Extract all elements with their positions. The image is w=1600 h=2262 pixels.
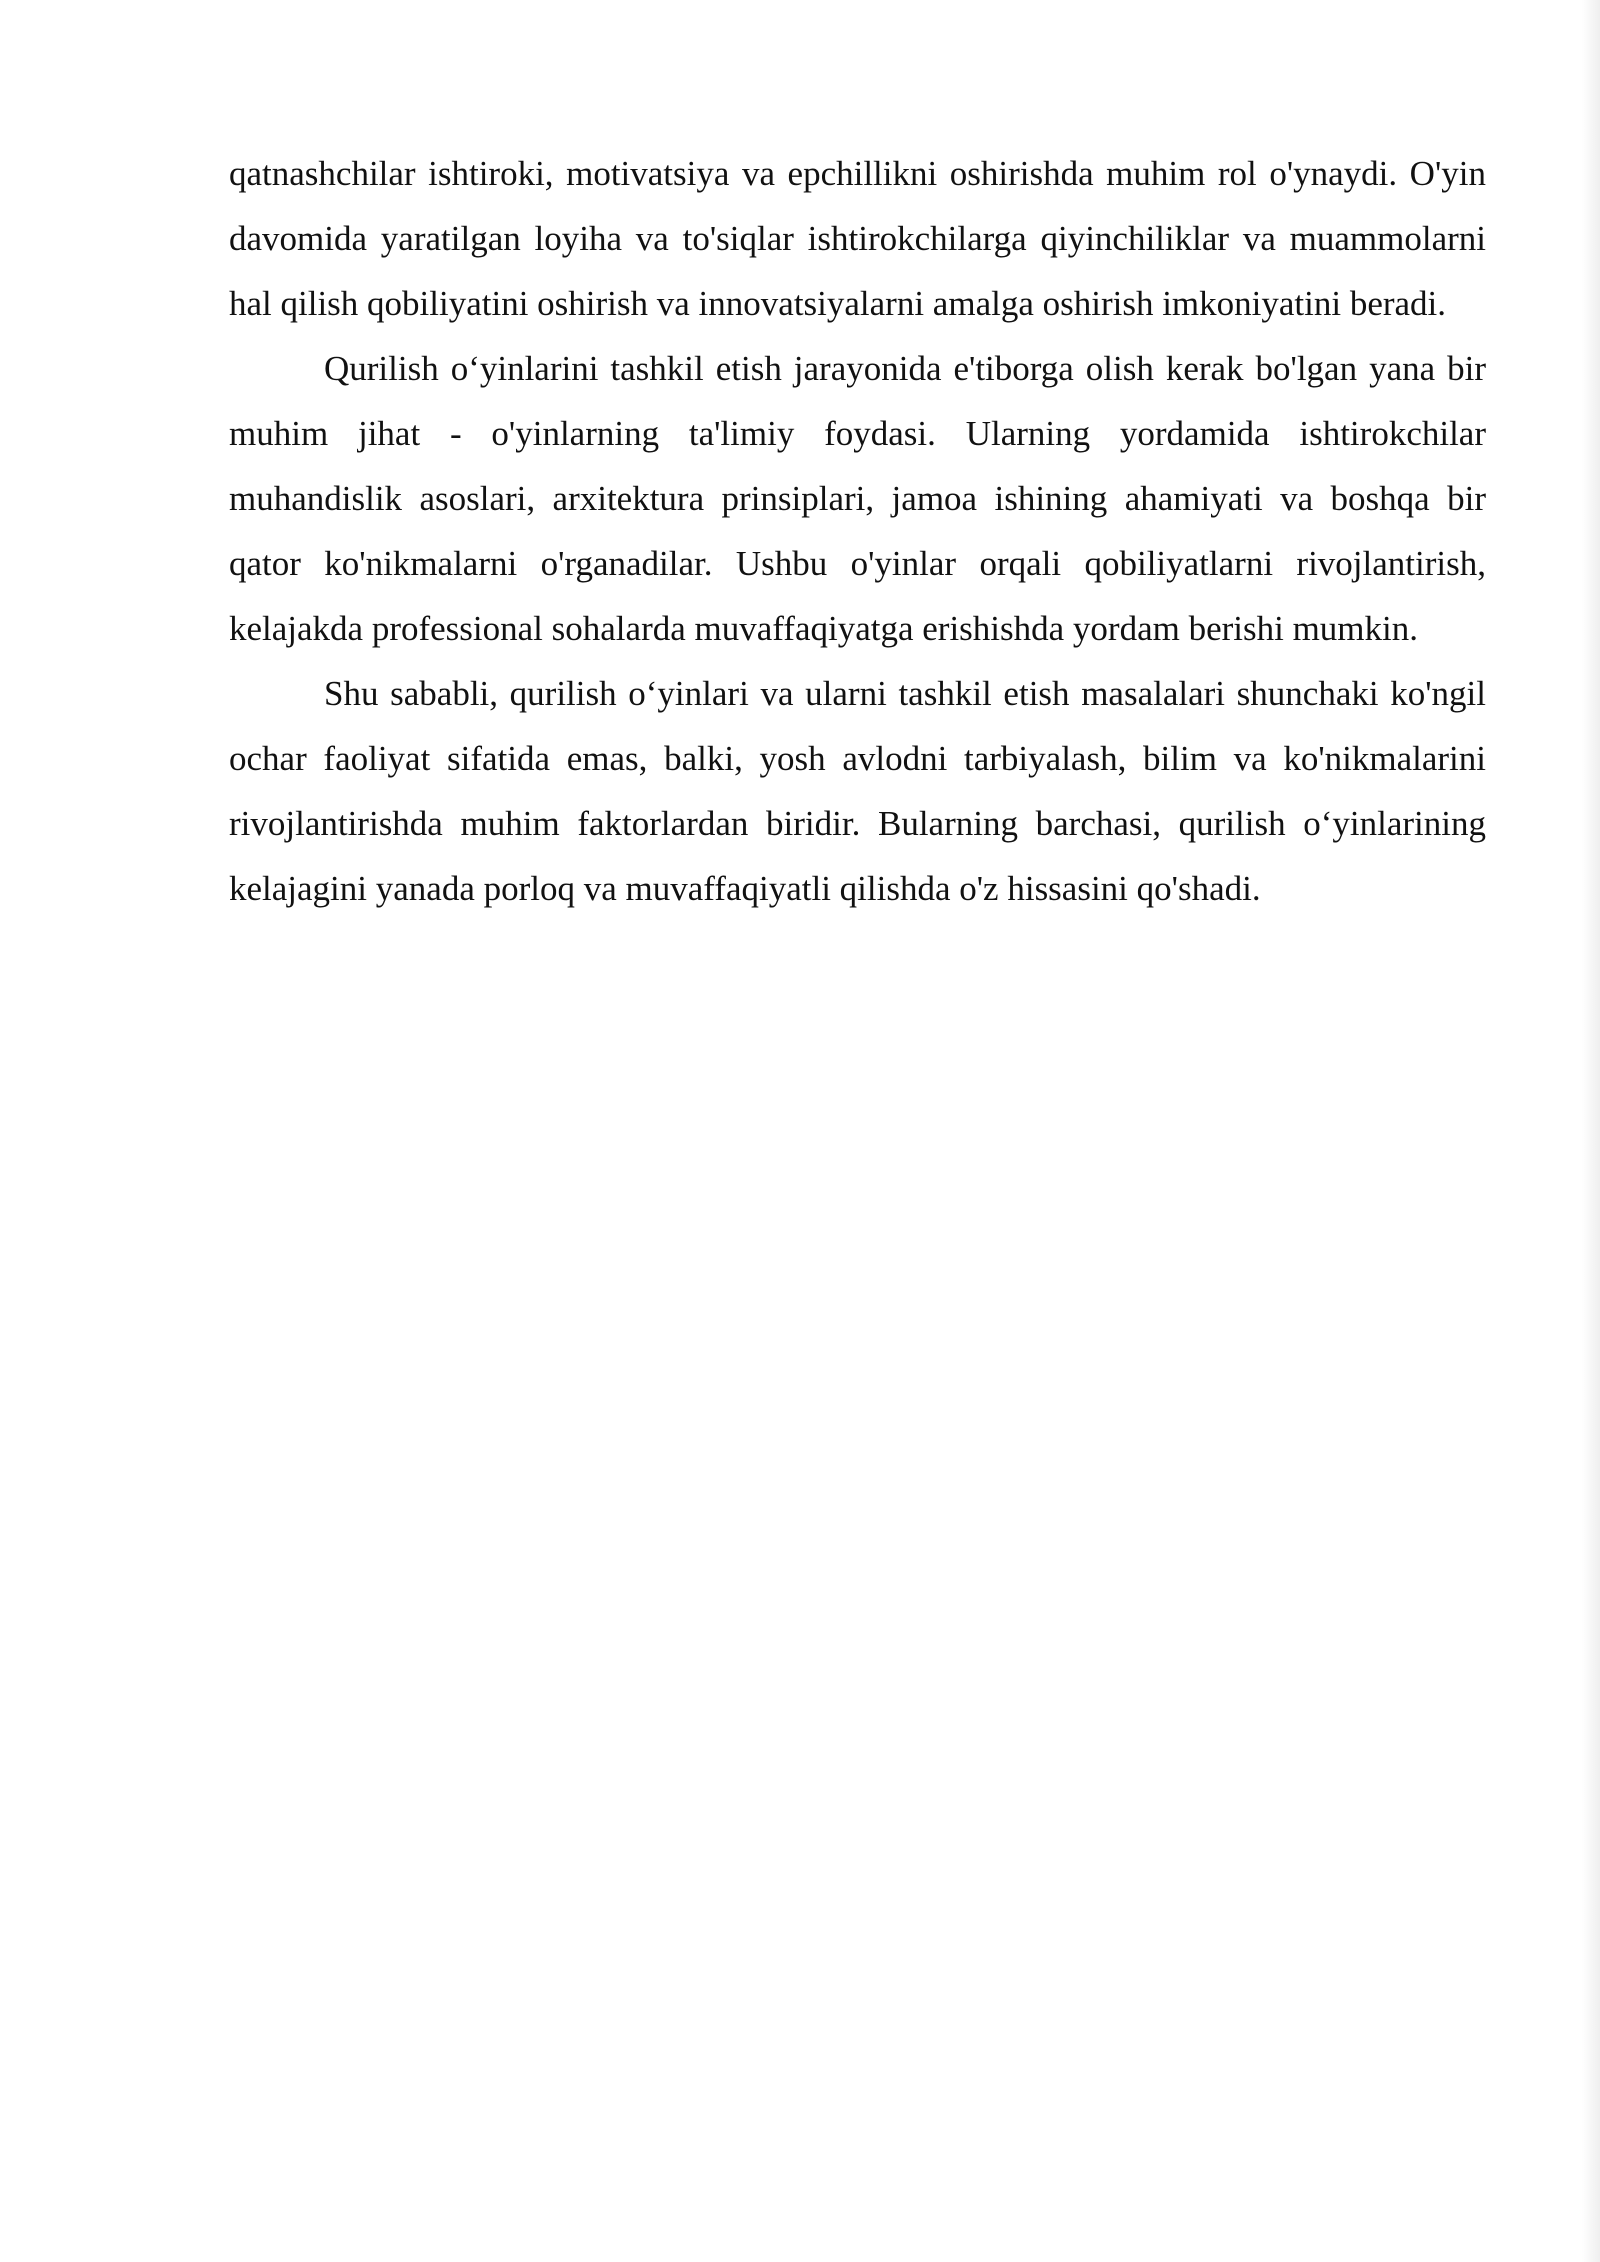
paragraph-conclusion: Shu sababli, qurilish o‘yinlari va ularni tashkil etish masalalari shunchaki ko'ngil ochar faoliyat sifatida emas, balki, yosh avlodni tarbiyalash, bilim va ko'nikmalarini rivojlantirishda muhim faktorlardan biridir. Bularning barchasi, qurilish o‘yinlarining kelajagini yanada porloq va muvaffaqiyatli qilishda o'z hissasini qo'shadi. [229,674,1486,908]
paragraph-educational-benefit: Qurilish o‘yinlarini tashkil etish jarayonida e'tiborga olish kerak bo'lgan yana bir muhim jihat - o'yinlarning ta'limiy foydasi. Ularning yordamida ishtirokchilar muhandislik asoslari, arxitektura prinsiplari, jamoa ishining ahamiyati va boshqa bir qator ko'nikmalarni o'rganadilar. Ushbu o'yinlar orqali qobiliyatlarni rivojlantirish, kelajakda professional sohalarda muvaffaqiyatga erishishda yordam berishi mumkin. [229,349,1486,648]
paragraph-continuation: qatnashchilar ishtiroki, motivatsiya va epchillikni oshirishda muhim rol o'ynaydi. O'yin davomida yaratilgan loyiha va to'siqlar ishtirokchilarga qiyinchiliklar va muammolarni hal qilish qobiliyatini oshirish va innovatsiyalarni amalga oshirish imkoniyatini beradi. [229,154,1486,323]
page-edge-shadow [1582,0,1600,2262]
document-body [229,141,1486,921]
